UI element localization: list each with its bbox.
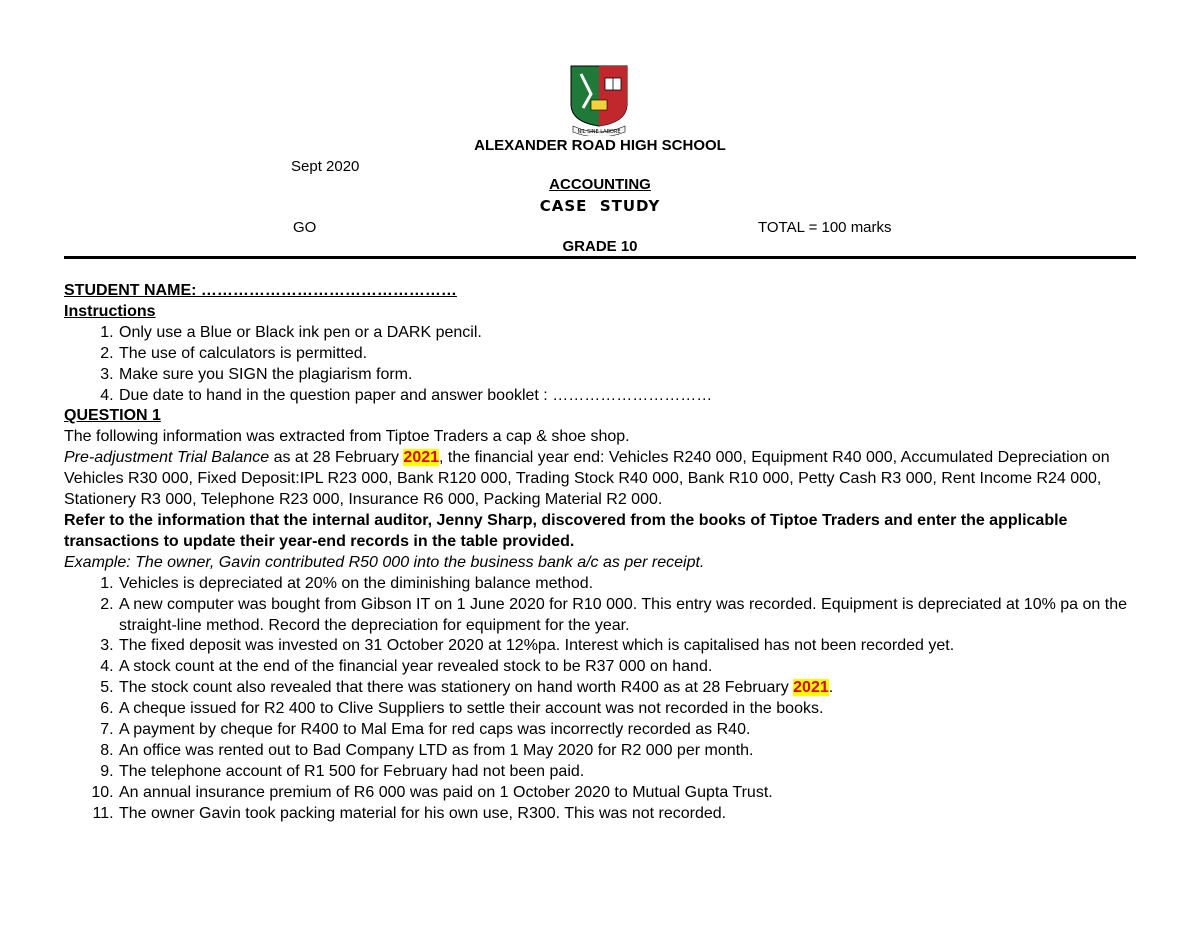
- paper-date: Sept 2020: [291, 158, 360, 175]
- transaction-item: 1. Vehicles is depreciated at 20% on the diminishing balance method.: [118, 574, 1144, 595]
- instructions-heading: Instructions: [64, 302, 156, 320]
- header-divider: [64, 256, 1136, 259]
- transaction-item: 4. A stock count at the end of the financial year revealed stock to be R37 000 on hand.: [118, 657, 1144, 678]
- trial-balance-paragraph: Pre-adjustment Trial Balance as at 28 February 2021, the financial year end: Vehicles R240 000, Equipment R40 000, Accumulated Depreciation on Vehicles R30 000, Fixed Deposit:IPL R23 000, Bank R120 000, Trading Stock R40 000, Bank R10 000, Petty Cash R3 000, Rent Income R24 000, Stationery R3 000, Telephone R23 000, Insurance R6 000, Packing Material R2 000.: [64, 449, 1110, 509]
- school-name: ALEXANDER ROAD HIGH SCHOOL: [474, 137, 726, 154]
- instruction-item: 1. Only use a Blue or Black ink pen or a DARK pencil.: [118, 323, 1144, 344]
- subject-title: ACCOUNTING: [549, 176, 651, 193]
- instruction-item: 2. The use of calculators is permitted.: [118, 344, 1144, 365]
- transactions-list: [64, 574, 1144, 825]
- student-name-field: STUDENT NAME: …………………………………………: [64, 282, 457, 299]
- transaction-item: 2. A new computer was bought from Gibson IT on 1 June 2020 for R10 000. This entry was recorded. Equipment is depreciated at 10% pa on the straight-line method. Record the depreciation for equipment for the year.: [118, 595, 1144, 637]
- example-line: Example: The owner, Gavin contributed R50 000 into the business bank a/c as per receipt.: [64, 553, 705, 571]
- instruction-item: 4. Due date to hand in the question paper and answer booklet : …………………………: [118, 386, 1144, 407]
- transaction-item: 6. A cheque issued for R2 400 to Clive Suppliers to settle their account was not recorded in the books.: [118, 699, 1144, 720]
- transaction-item: 5. The stock count also revealed that there was stationery on hand worth R400 as at 28 February 2021.: [118, 678, 1144, 699]
- year-highlight: 2021: [403, 449, 440, 467]
- transaction-item: 7. A payment by cheque for R400 to Mal Ema for red caps was incorrectly recorded as R40.: [118, 720, 1144, 741]
- school-crest: [569, 64, 629, 136]
- transaction-item: 8. An office was rented out to Bad Company LTD as from 1 May 2020 for R2 000 per month.: [118, 741, 1144, 762]
- transaction-item: 3. The fixed deposit was invested on 31 October 2020 at 12%pa. Interest which is capitalised has not been recorded yet.: [118, 636, 1144, 657]
- assessment-title: CASE STUDY: [539, 197, 661, 215]
- document-body: [64, 281, 1144, 825]
- total-marks: TOTAL = 100 marks: [758, 219, 892, 236]
- question-heading: QUESTION 1: [64, 407, 161, 425]
- paper-code: GO: [293, 219, 317, 236]
- year-highlight: 2021: [793, 679, 829, 697]
- trial-balance-label: Pre-adjustment Trial Balance: [64, 449, 270, 467]
- transaction-item: 9. The telephone account of R1 500 for February had not been paid.: [118, 762, 1144, 783]
- instruction-item: 3. Make sure you SIGN the plagiarism form.: [118, 365, 1144, 386]
- instructions-list: [64, 323, 1144, 407]
- question-intro: The following information was extracted from Tiptoe Traders a cap & shoe shop.: [64, 428, 630, 446]
- transaction-item: 11. The owner Gavin took packing material for his own use, R300. This was not recorded.: [118, 804, 1144, 825]
- svg-text:NIL SINE LABORE: NIL SINE LABORE: [577, 129, 621, 135]
- grade-label: GRADE 10: [562, 238, 638, 255]
- auditor-instruction: Refer to the information that the internal auditor, Jenny Sharp, discovered from the books of Tiptoe Traders and enter the applicable transactions to update their year-end records in the table provided.: [64, 511, 1068, 550]
- transaction-item: 10. An annual insurance premium of R6 000 was paid on 1 October 2020 to Mutual Gupta Trust.: [118, 783, 1144, 804]
